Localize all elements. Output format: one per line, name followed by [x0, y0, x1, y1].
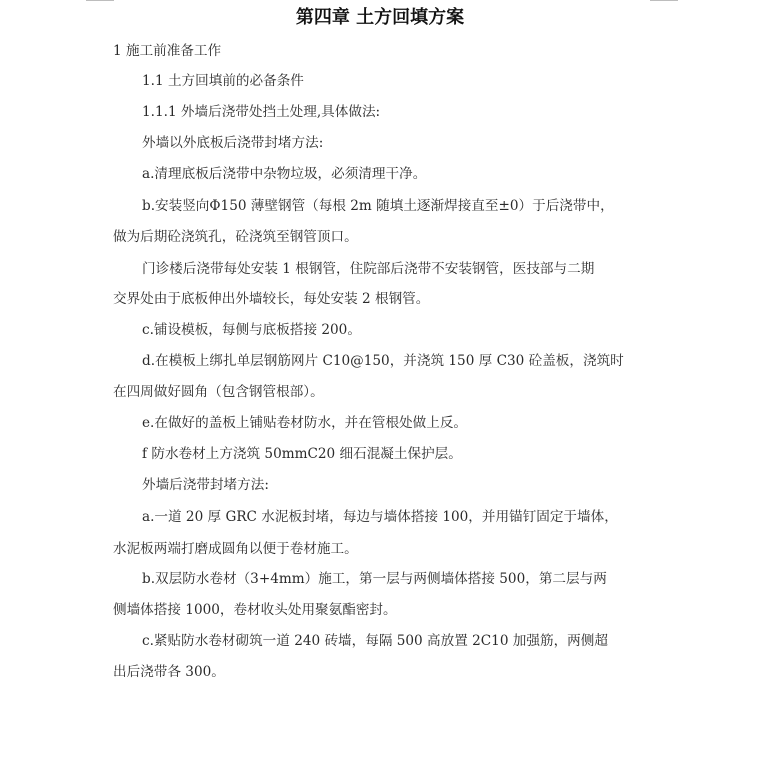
paragraph-line: 外墙后浇带封堵方法: — [142, 477, 269, 493]
paragraph-line: 在四周做好圆角（包含钢管根部）。 — [113, 384, 324, 400]
paragraph-line: b.安装竖向Φ150 薄壁钢管（每根 2m 随填土逐渐焊接直至±0）于后浇带中， — [142, 198, 614, 214]
paragraph-line: f 防水卷材上方浇筑 50mmC20 细石混凝土保护层。 — [142, 446, 462, 462]
paragraph-line: 水泥板两端打磨成圆角以便于卷材施工。 — [113, 541, 358, 557]
chapter-title: 第四章 土方回填方案 — [295, 7, 465, 28]
header-rule-right — [650, 0, 678, 1]
paragraph-line: 外墙以外底板后浇带封堵方法: — [142, 135, 324, 151]
paragraph-line: b.双层防水卷材（3+4mm）施工，第一层与两侧墙体搭接 500，第二层与两 — [142, 571, 607, 587]
paragraph-line: 出后浇带各 300。 — [113, 664, 225, 680]
paragraph-line: d.在模板上绑扎单层钢筋网片 C10@150，并浇筑 150 厚 C30 砼盖板，浇筑时 — [142, 353, 624, 369]
paragraph-line: 交界处由于底板伸出外墙较长，每处安装 2 根钢管。 — [113, 291, 430, 307]
paragraph-line: 门诊楼后浇带每处安装 1 根钢管，住院部后浇带不安装钢管，医技部与二期 — [142, 261, 595, 277]
paragraph-line: e.在做好的盖板上铺贴卷材防水，并在管根处做上反。 — [142, 415, 468, 431]
header-rule-left — [86, 0, 114, 1]
section-heading: 1 施工前准备工作 — [113, 43, 222, 59]
subsection-heading: 1.1 土方回填前的必备条件 — [142, 73, 304, 89]
paragraph-line: c.紧贴防水卷材砌筑一道 240 砖墙，每隔 500 高放置 2C10 加强筋，两侧超 — [142, 633, 608, 649]
paragraph-line: a.一道 20 厚 GRC 水泥板封堵，每边与墙体搭接 100，并用锚钉固定于墙体， — [142, 509, 618, 525]
paragraph-line: 做为后期砼浇筑孔，砼浇筑至钢管顶口。 — [113, 229, 358, 245]
paragraph-line: a.清理底板后浇带中杂物垃圾，必须清理干净。 — [142, 166, 427, 182]
paragraph-line: c.铺设模板，每侧与底板搭接 200。 — [142, 322, 361, 338]
paragraph-line: 侧墙体搭接 1000，卷材收头处用聚氨酯密封。 — [113, 602, 397, 618]
sub-subsection-heading: 1.1.1 外墙后浇带处挡土处理,具体做法: — [142, 104, 381, 120]
